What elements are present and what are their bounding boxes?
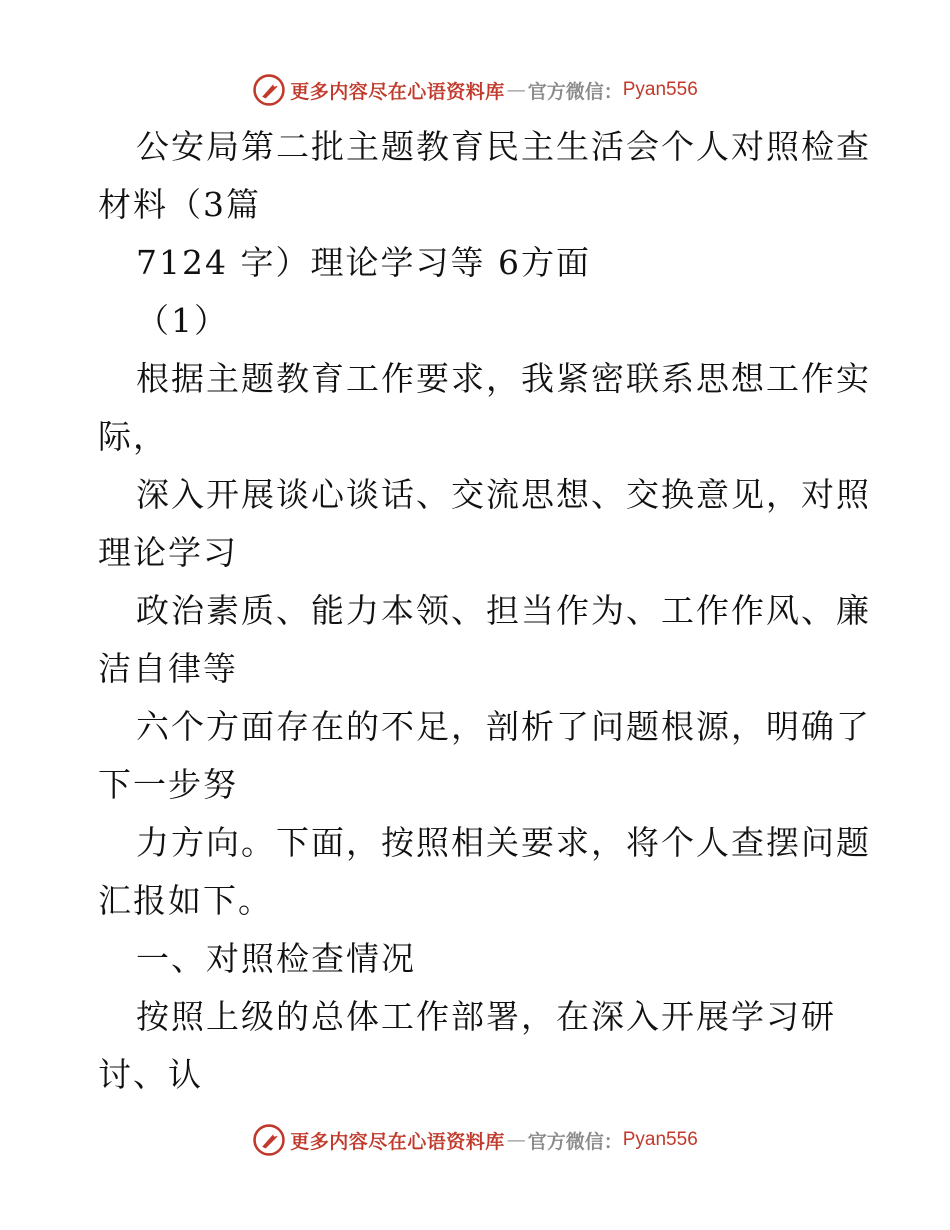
doc-line: 六个方面存在的不足，剖析了问题根源，明确了 — [136, 707, 871, 746]
section-heading: 一、对照检查情况 — [136, 939, 416, 978]
doc-line: （1） — [136, 301, 229, 340]
doc-line: 深入开展谈心谈话、交流思想、交换意见，对照 — [136, 475, 871, 514]
footer-banner — [0, 1120, 950, 1160]
header-banner — [0, 70, 950, 110]
banner-dash: — — [506, 1129, 526, 1151]
doc-line: 公安局第二批主题教育民主生活会个人对照检查 — [136, 127, 871, 166]
doc-line: 汇报如下。 — [98, 881, 273, 920]
doc-line: 按照上级的总体工作部署，在深入开展学习研 — [136, 997, 836, 1036]
pen-nib-logo-icon — [252, 1123, 286, 1157]
banner-wechat-id: Pyan556 — [622, 79, 698, 100]
doc-line: 政治素质、能力本领、担当作为、工作作风、廉 — [136, 591, 871, 630]
doc-line: 理论学习 — [98, 533, 238, 572]
doc-line: 际， — [98, 417, 168, 456]
pen-nib-logo-icon — [252, 73, 286, 107]
banner-wechat-label: 官方微信： — [527, 80, 623, 103]
banner-wechat-label: 官方微信： — [527, 1130, 623, 1153]
banner-dash: — — [506, 79, 526, 101]
doc-line: 讨、认 — [98, 1055, 203, 1094]
doc-line: 下一步努 — [98, 765, 238, 804]
document-body — [98, 118, 871, 1104]
doc-line: 材料（3篇 — [98, 185, 261, 224]
doc-line: 洁自律等 — [98, 649, 238, 688]
banner-text: 更多内容尽在心语资料库 — [290, 80, 505, 103]
doc-line: 力方向。下面，按照相关要求，将个人查摆问题 — [136, 823, 871, 862]
banner-text: 更多内容尽在心语资料库 — [290, 1130, 505, 1153]
banner-wechat-id: Pyan556 — [622, 1129, 698, 1150]
doc-line: 根据主题教育工作要求，我紧密联系思想工作实 — [136, 359, 871, 398]
doc-line: 7124 字）理论学习等 6方面 — [136, 243, 591, 282]
